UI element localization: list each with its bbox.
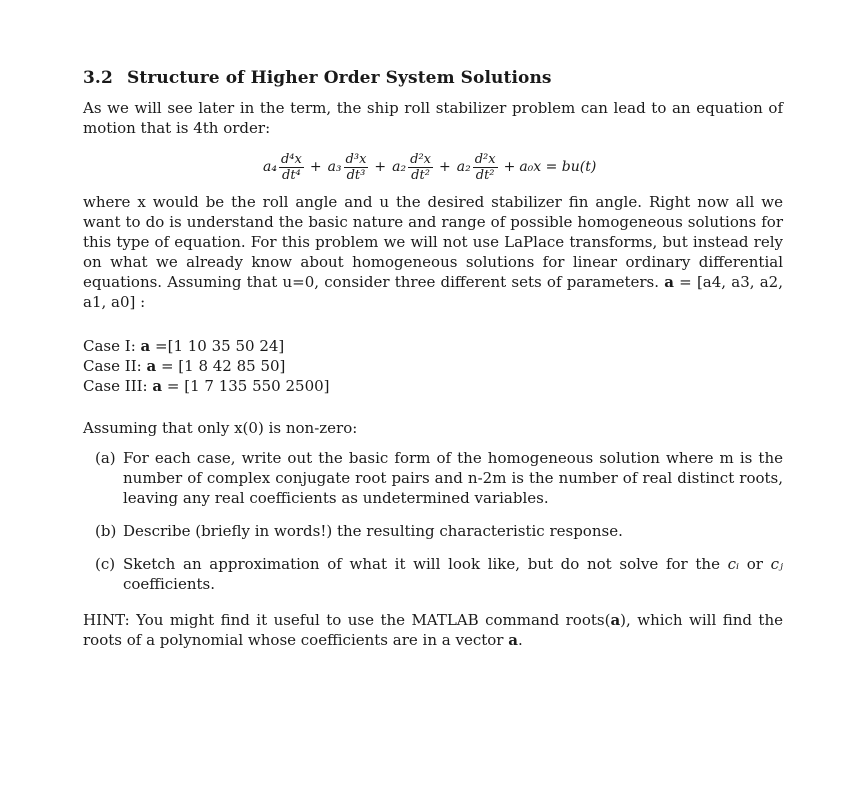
assumption-line: Assuming that only x(0) is non-zero: xyxy=(83,419,358,437)
question-c: (c) Sketch an approximation of what it will look like, but do not solve for the cᵢ or cⱼ coefficients. xyxy=(95,555,783,593)
question-a: (a) For each case, write out the basic form of the homogeneous solution where m is the number of complex conjugate root pairs and n-2m is the number of real distinct roots, leaving any real coefficients as undetermined variables. xyxy=(95,449,783,507)
eq-coef-a3: a₃ xyxy=(327,159,342,175)
equation-of-motion: a₄ $\frac{\text{d⁴x}}{\text{dt⁴}}$ + a₃ $\frac{\text{d³x}}{\text{dt³}}$ + a₂ $\frac{\text{d²x}}{\text{dt²}}$ + a₂ $\frac{\text{d²x}}{\text{dt²}}$ + a₀x = bu(t) xyxy=(263,151,597,183)
section-title: Structure of Higher Order System Solutions xyxy=(127,68,552,88)
body-paragraph: where x would be the roll angle and u the desired stabilizer fin angle. Right now all we want to do is understand the basic nature and range of possible homogeneous solutions for this type of equation. For this problem we will not use LaPlace transforms, but instead rely on what we already know about homogeneous solutions for linear ordinary differential equations. Assuming that u=0, consider three different sets of parameters. a = [a4, a3, a2, a1, a0] : xyxy=(83,193,783,311)
section-heading xyxy=(83,66,783,90)
eq-fraction-2nd: $\frac{\text{d²x}}{\text{dt²}}$ xyxy=(410,151,431,183)
intro-paragraph: As we will see later in the term, the ship roll stabilizer problem can lead to an equation of motion that is 4th order: xyxy=(83,99,783,137)
eq-fraction-4th: $\frac{\text{d⁴x}}{\text{dt⁴}}$ xyxy=(280,151,302,183)
eq-rhs: a₀x = bu(t) xyxy=(519,159,597,175)
parameter-cases xyxy=(83,336,783,396)
hint-paragraph: HINT: You might find it useful to use the MATLAB command roots(a), which will find the roots of a polynomial whose coefficients are in a vector a. xyxy=(83,611,783,649)
question-list xyxy=(83,448,783,594)
eq-fraction-2nd-second: $\frac{\text{d²x}}{\text{dt²}}$ xyxy=(474,151,496,183)
section-number: 3.2 xyxy=(83,68,113,88)
eq-coef-a2: a₂ xyxy=(392,159,407,175)
case-1: Case I: a =[1 10 35 50 24] xyxy=(83,337,285,355)
eq-coef-a2-second: a₂ xyxy=(456,159,471,175)
document-page xyxy=(83,66,783,650)
eq-fraction-3rd: $\frac{\text{d³x}}{\text{dt³}}$ xyxy=(345,151,367,183)
case-2: Case II: a = [1 8 42 85 50] xyxy=(83,357,286,375)
case-3: Case III: a = [1 7 135 550 2500] xyxy=(83,377,330,395)
eq-coef-a4: a₄ xyxy=(263,159,277,175)
question-b: (b) Describe (briefly in words!) the resulting characteristic response. xyxy=(95,522,623,540)
